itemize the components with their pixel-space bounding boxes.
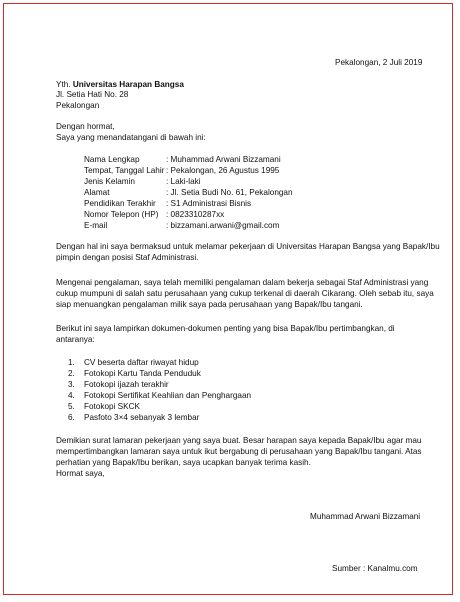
- closing-line: Demikian surat lamaran pekerjaan yang saya buat. Besar harapan saya kepada Bapak/Ibu agar mau: [56, 436, 422, 445]
- identity-value: : Pekalongan, 26 Agustus 1995: [166, 166, 280, 175]
- paragraph-line: antaranya:: [56, 335, 95, 344]
- greeting: Dengan hormat,: [56, 122, 115, 131]
- identity-value: : Muhammad Arwani Bizzamani: [166, 155, 281, 164]
- paragraph-line: siap menuangkan pengalaman milik saya pada perusahaan yang Bapak/Ibu tangani.: [56, 300, 363, 309]
- identity-label: Jenis Kelamin: [84, 177, 135, 186]
- attachment-item: Fotokopi Kartu Tanda Penduduk: [84, 369, 201, 378]
- attachment-number: 1.: [68, 358, 75, 367]
- letter-date: Pekalongan, 2 Juli 2019: [335, 58, 423, 67]
- attachment-item: Fotokopi ijazah terakhir: [84, 380, 169, 389]
- paragraph-line: Mengenai pengalaman, saya telah memiliki pengalaman dalam bekerja sebagai Staf Administrasi yang: [56, 278, 429, 287]
- identity-value: : S1 Administrasi Bisnis: [166, 199, 252, 208]
- identity-value: : Jl. Setia Budi No. 61, Pekalongan: [166, 188, 293, 197]
- closing-regards: Hormat saya,: [56, 469, 105, 478]
- attachment-item: Fotokopi Sertifikat Keahlian dan Penghargaan: [84, 391, 252, 400]
- source-credit: Sumber : Kanalmu.com: [332, 564, 418, 573]
- identity-value: : bizzamani.arwani@gmail.com: [166, 221, 280, 230]
- identity-value: : 0823310287xx: [166, 210, 225, 219]
- intro-line: Saya yang menandatangani di bawah ini:: [56, 133, 206, 142]
- identity-label: Tempat, Tanggal Lahir: [84, 166, 165, 175]
- recipient-line-2: Jl. Setia Hati No. 28: [56, 90, 129, 99]
- signature-name: Muhammad Arwani Bizzamani: [310, 512, 421, 521]
- paragraph-line: Dengan hal ini saya bermaksud untuk melamar pekerjaan di Universitas Harapan Bangsa yang Bapak/Ibu: [56, 242, 440, 251]
- attachment-number: 4.: [68, 391, 75, 400]
- attachment-number: 5.: [68, 402, 75, 411]
- paragraph-line: pimpin dengan posisi Staf Administrasi.: [56, 253, 199, 262]
- identity-label: Nomor Telepon (HP): [84, 210, 159, 219]
- recipient-line-1: [56, 80, 184, 91]
- identity-label: Nama Lengkap: [84, 155, 140, 164]
- recipient-line-3: Pekalongan: [56, 101, 100, 110]
- attachment-item: Fotokopi SKCK: [84, 402, 140, 411]
- attachment-number: 3.: [68, 380, 75, 389]
- attachment-number: 6.: [68, 413, 75, 422]
- attachment-item: Pasfoto 3×4 sebanyak 3 lembar: [84, 413, 200, 422]
- attachment-item: CV beserta daftar riwayat hidup: [84, 358, 199, 367]
- closing-line: mempertimbangkan lamaran saya untuk ikut bergabung di perusahaan yang Bapak/Ibu tangani. Atas: [56, 447, 422, 456]
- identity-value: : Laki-laki: [166, 177, 201, 186]
- identity-label: Alamat: [84, 188, 110, 197]
- paragraph-line: cukup mumpuni di salah satu perusahaan yang cukup terkenal di daerah Cikarang. Oleh sebab itu, saya: [56, 289, 434, 298]
- attachment-number: 2.: [68, 369, 75, 378]
- recipient-prefix: Yth.: [56, 80, 71, 89]
- paragraph-line: Berikut ini saya lampirkan dokumen-dokumen penting yang bisa Bapak/Ibu pertimbangkan, di: [56, 324, 395, 333]
- closing-line: perhatian yang Bapak/Ibu berikan, saya ucapkan banyak terima kasih.: [56, 458, 311, 467]
- letter-page: [3, 3, 453, 595]
- identity-label: Pendidikan Terakhir: [84, 199, 156, 208]
- recipient-name: Universitas Harapan Bangsa: [72, 80, 184, 89]
- identity-label: E-mail: [84, 221, 108, 230]
